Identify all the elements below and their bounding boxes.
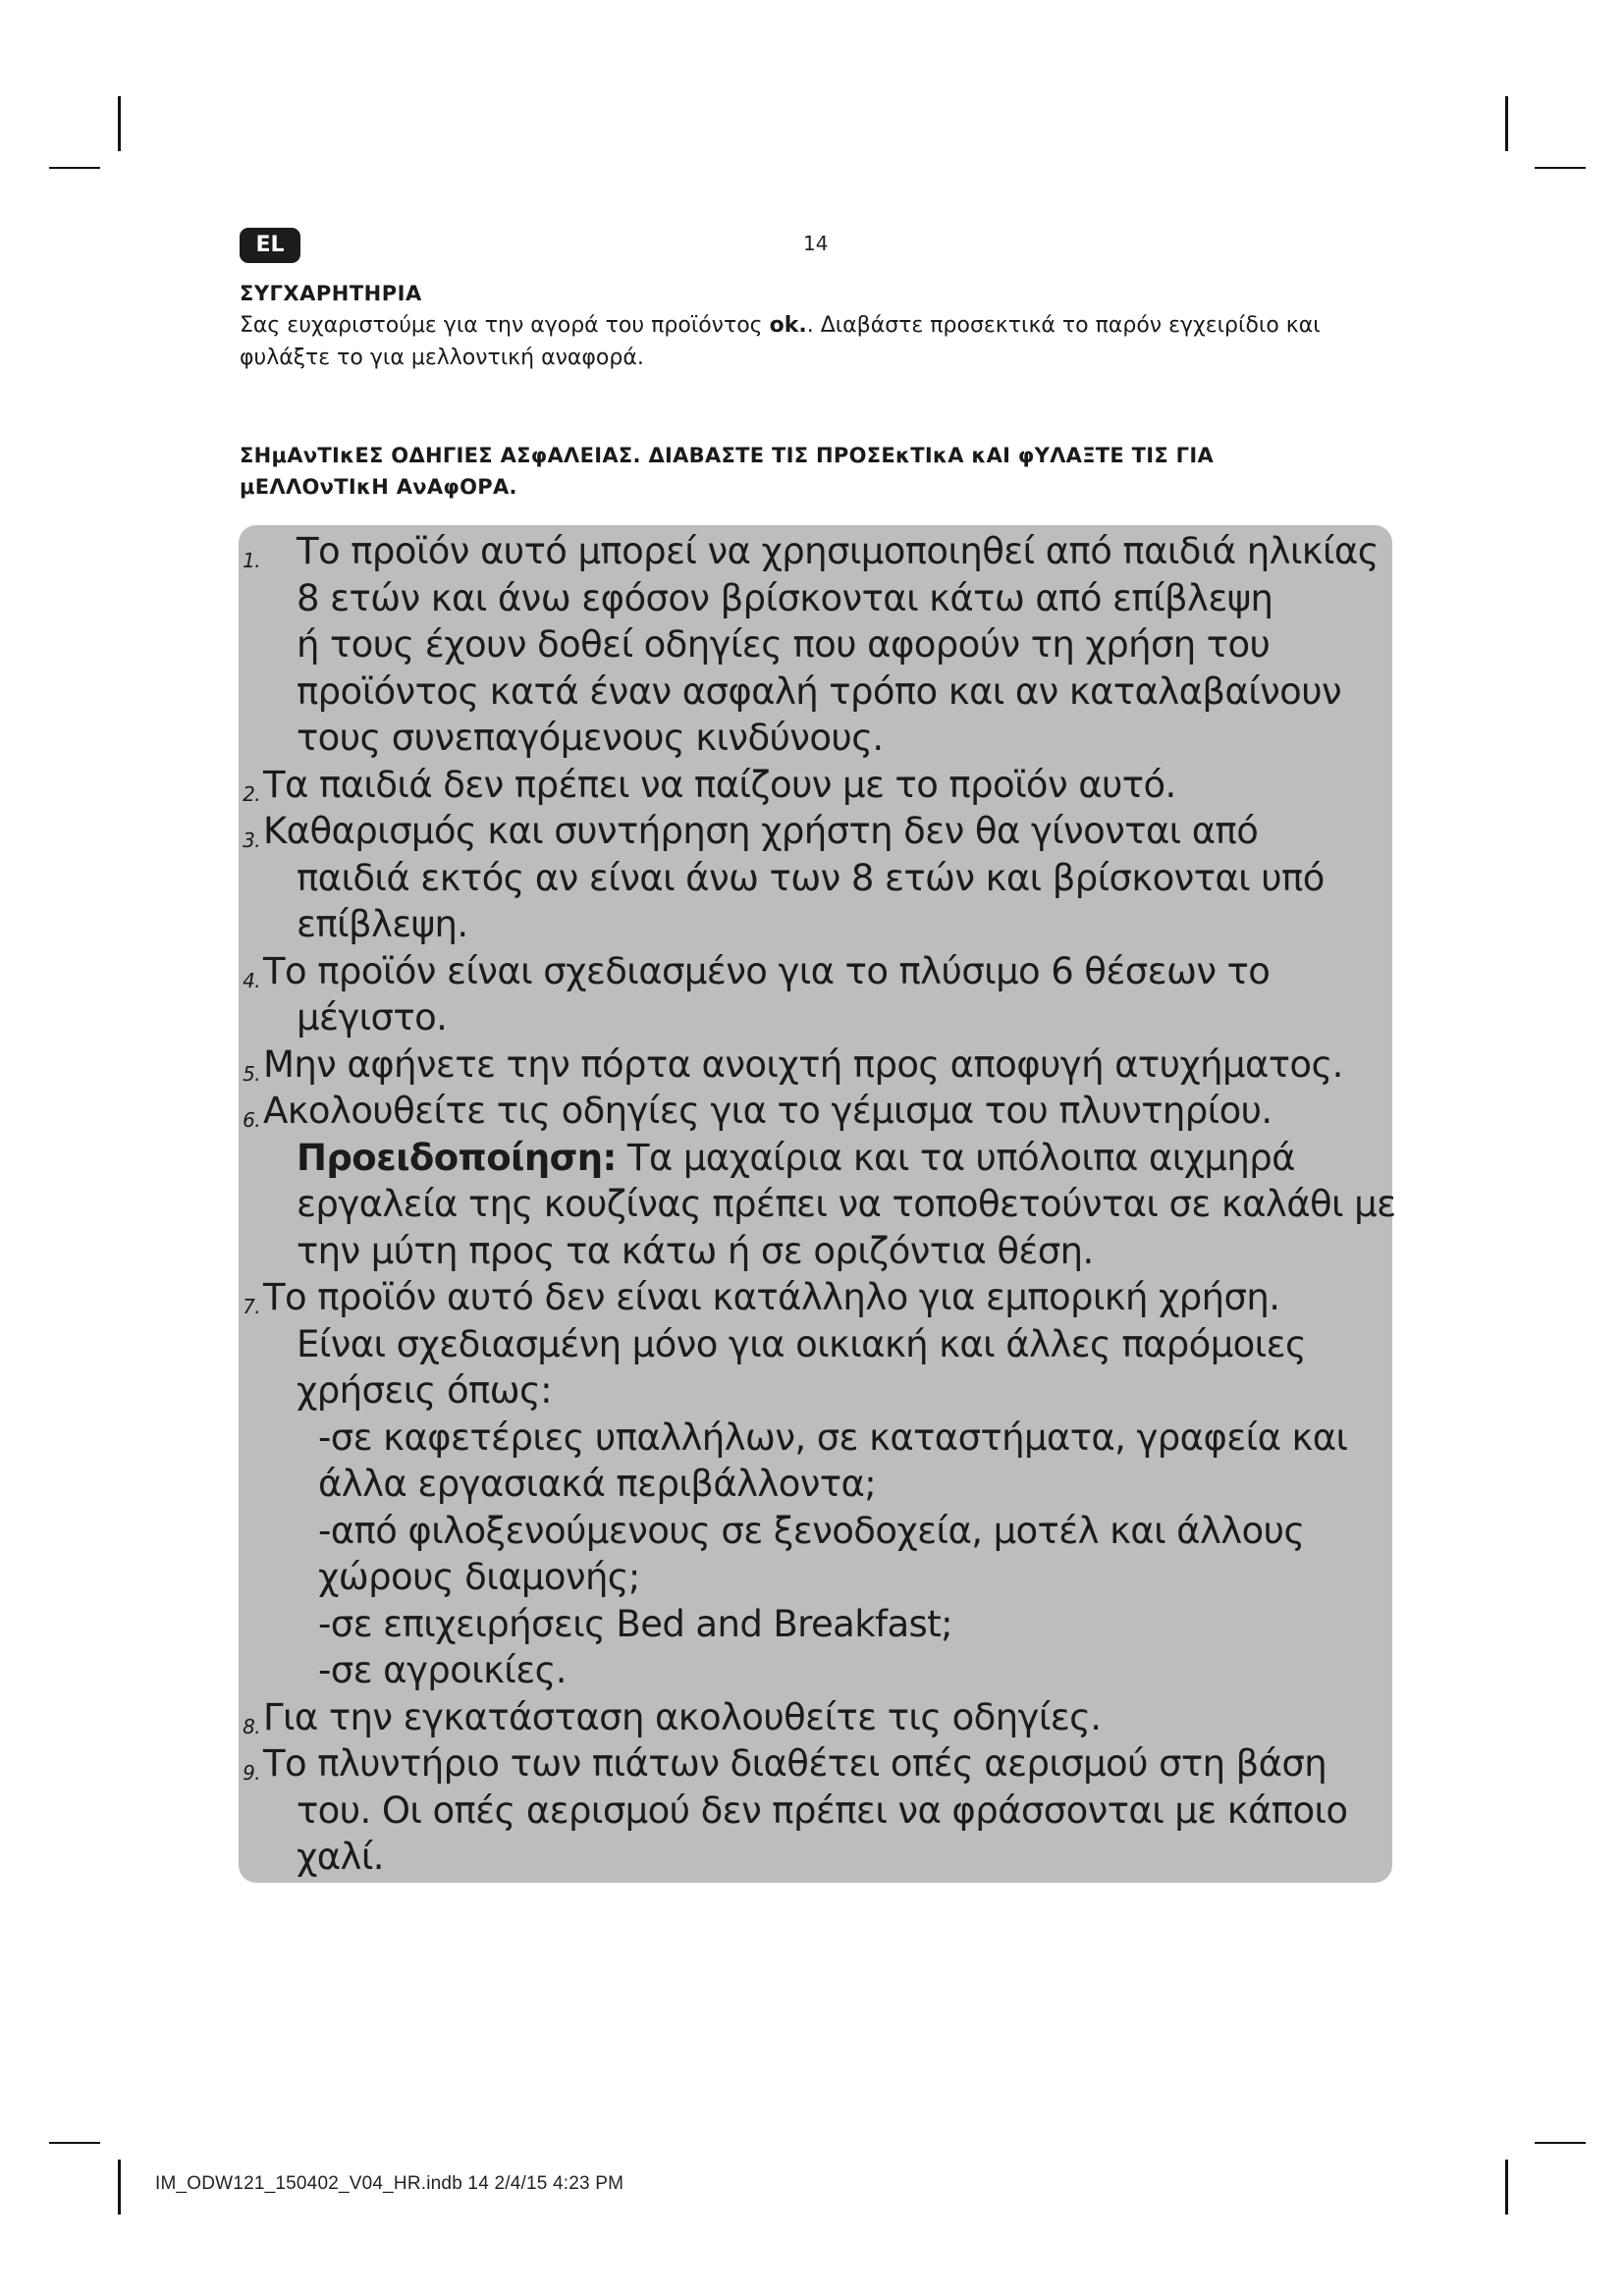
crop-mark-bottom-left-vertical (118, 2160, 121, 2215)
page-number: 14 (803, 232, 829, 255)
print-slug-footer: IM_ODW121_150402_V04_HR.indb 14 2/4/15 4:23 PM (155, 2173, 624, 2194)
item-number: 1. (243, 549, 260, 572)
item-text: Μην αφήνετε την πόρτα ανοιχτή προς αποφυγή ατυχήματος. (263, 1042, 1343, 1086)
item-number: 4. (243, 968, 260, 992)
item-number: 6. (243, 1108, 260, 1132)
warning-text: Τα μαχαίρια και τα υπόλοιπα αιχμηρά (616, 1136, 1295, 1179)
item-subline: άλλα εργασιακά περιβάλλοντα; (318, 1463, 877, 1505)
safety-item-7 (239, 1274, 1417, 1694)
item-text-line: την μύτη προς τα κάτω ή σε οριζόντια θέση. (297, 1229, 1094, 1272)
item-text-line: χρήσεις όπως: (297, 1369, 553, 1412)
item-text: Το πλυντήριο των πιάτων διαθέτει οπές αερισμού στη βάση (263, 1742, 1327, 1785)
crop-mark-bottom-right-vertical (1505, 2160, 1508, 2215)
item-number: 3. (243, 828, 260, 852)
item-number: 9. (243, 1761, 260, 1785)
crop-mark-bottom-right-horizontal (1535, 2142, 1586, 2144)
item-text: Καθαρισμός και συντήρηση χρήστη δεν θα γίνονται από (263, 810, 1259, 852)
item-text-line: μέγιστο. (297, 996, 448, 1039)
safety-instructions-list (239, 528, 1417, 1881)
safety-item-9 (239, 1740, 1417, 1881)
item-subline: χώρους διαμονής; (318, 1556, 640, 1598)
item-number: 5. (243, 1061, 260, 1086)
language-badge: EL (240, 228, 300, 263)
safety-item-1 (239, 528, 1417, 762)
item-text: Ακολουθείτε τις οδηγίες για το γέμισμα του πλυντηρίου. (263, 1090, 1272, 1132)
item-text: Το προϊόν αυτό μπορεί να χρησιμοποιηθεί από παιδιά ηλικίας (297, 530, 1379, 572)
item-text-line: προϊόντος κατά έναν ασφαλή τρόπο και αν καταλαβαίνουν (297, 669, 1342, 713)
safety-heading: ΣΗμΑνΤΙκΕΣ ΟΔΗΓΙΕΣ ΑΣφΑΛΕΙΑΣ. ΔΙΑΒΑΣΤΕ ΤΙΣ ΠΡΟΣΕκΤΙκΑ κΑΙ φΥΛΑΞΤΕ ΤΙΣ ΓΙΑ μΕΛΛΟνΤΙκΗ ΑνΑφΟΡΑ. (240, 444, 1215, 499)
crop-mark-top-left-vertical (118, 96, 121, 151)
item-text: Το προϊόν είναι σχεδιασμένο για το πλύσιμο 6 θέσεων το (263, 949, 1271, 992)
safety-item-3 (239, 808, 1417, 948)
safety-item-5 (239, 1041, 1417, 1089)
congrats-text (240, 309, 1398, 374)
safety-item-2 (239, 762, 1417, 809)
safety-item-8 (239, 1694, 1417, 1741)
item-text-line: χαλί. (297, 1836, 384, 1878)
item-text-line: ή τους έχουν δοθεί οδηγίες που αφορούν τη χρήση του (297, 623, 1271, 666)
brand-name: ok. (769, 313, 807, 338)
item-text: Για την εγκατάσταση ακολουθείτε τις οδηγίες. (263, 1695, 1102, 1738)
item-text-line: του. Οι οπές αερισμού δεν πρέπει να φράσσονται με κάποιο (297, 1789, 1348, 1832)
item-text-line: 8 ετών και άνω εφόσον βρίσκονται κάτω από επίβλεψη (297, 576, 1273, 619)
item-text-line: επίβλεψη. (297, 903, 468, 945)
congrats-text-before: Σας ευχαριστούμε για την αγορά του προϊόντος (240, 313, 770, 338)
item-text-line: Είναι σχεδιασμένη μόνο για οικιακή και άλλες παρόμοιες (297, 1322, 1307, 1365)
congrats-title: ΣΥΓΧΑΡΗΤΗΡΙΑ (240, 282, 422, 305)
item-text-line: τους συνεπαγόμενους κινδύνους. (297, 717, 884, 759)
item-number: 2. (243, 781, 260, 806)
item-text-line: εργαλεία της κουζίνας πρέπει να τοποθετούνται σε καλάθι με (297, 1183, 1396, 1225)
warning-label: Προειδοποίηση: (297, 1136, 617, 1179)
safety-item-6 (239, 1088, 1417, 1274)
item-subline: -σε καφετέριες υπαλλήλων, σε καταστήματα, γραφεία και (318, 1415, 1348, 1459)
crop-mark-top-left-horizontal (49, 167, 100, 169)
warning-line (263, 1135, 1417, 1182)
crop-mark-top-right-horizontal (1535, 167, 1586, 169)
item-subline: -από φιλοξενούμενους σε ξενοδοχεία, μοτέλ και άλλους (318, 1509, 1305, 1552)
item-text-line: παιδιά εκτός αν είναι άνω των 8 ετών και βρίσκονται υπό (297, 856, 1325, 899)
item-subline: -σε επιχειρήσεις Bed and Breakfast; (318, 1602, 952, 1645)
item-number: 7. (243, 1295, 260, 1318)
item-subline: -σε αγροικίες. (318, 1649, 567, 1691)
crop-mark-top-right-vertical (1505, 96, 1508, 151)
congrats-text-after: . Διαβάστε προσεκτικά το παρόν εγχειρίδιο και φυλάξτε το για μελλοντική αναφορά. (240, 313, 1321, 370)
item-number: 8. (243, 1714, 260, 1738)
safety-item-4 (239, 948, 1417, 1041)
item-text: Τα παιδιά δεν πρέπει να παίζουν με το προϊόν αυτό. (263, 763, 1176, 806)
item-text: Το προϊόν αυτό δεν είναι κατάλληλο για εμπορική χρήση. (263, 1276, 1280, 1318)
crop-mark-bottom-left-horizontal (49, 2142, 100, 2144)
